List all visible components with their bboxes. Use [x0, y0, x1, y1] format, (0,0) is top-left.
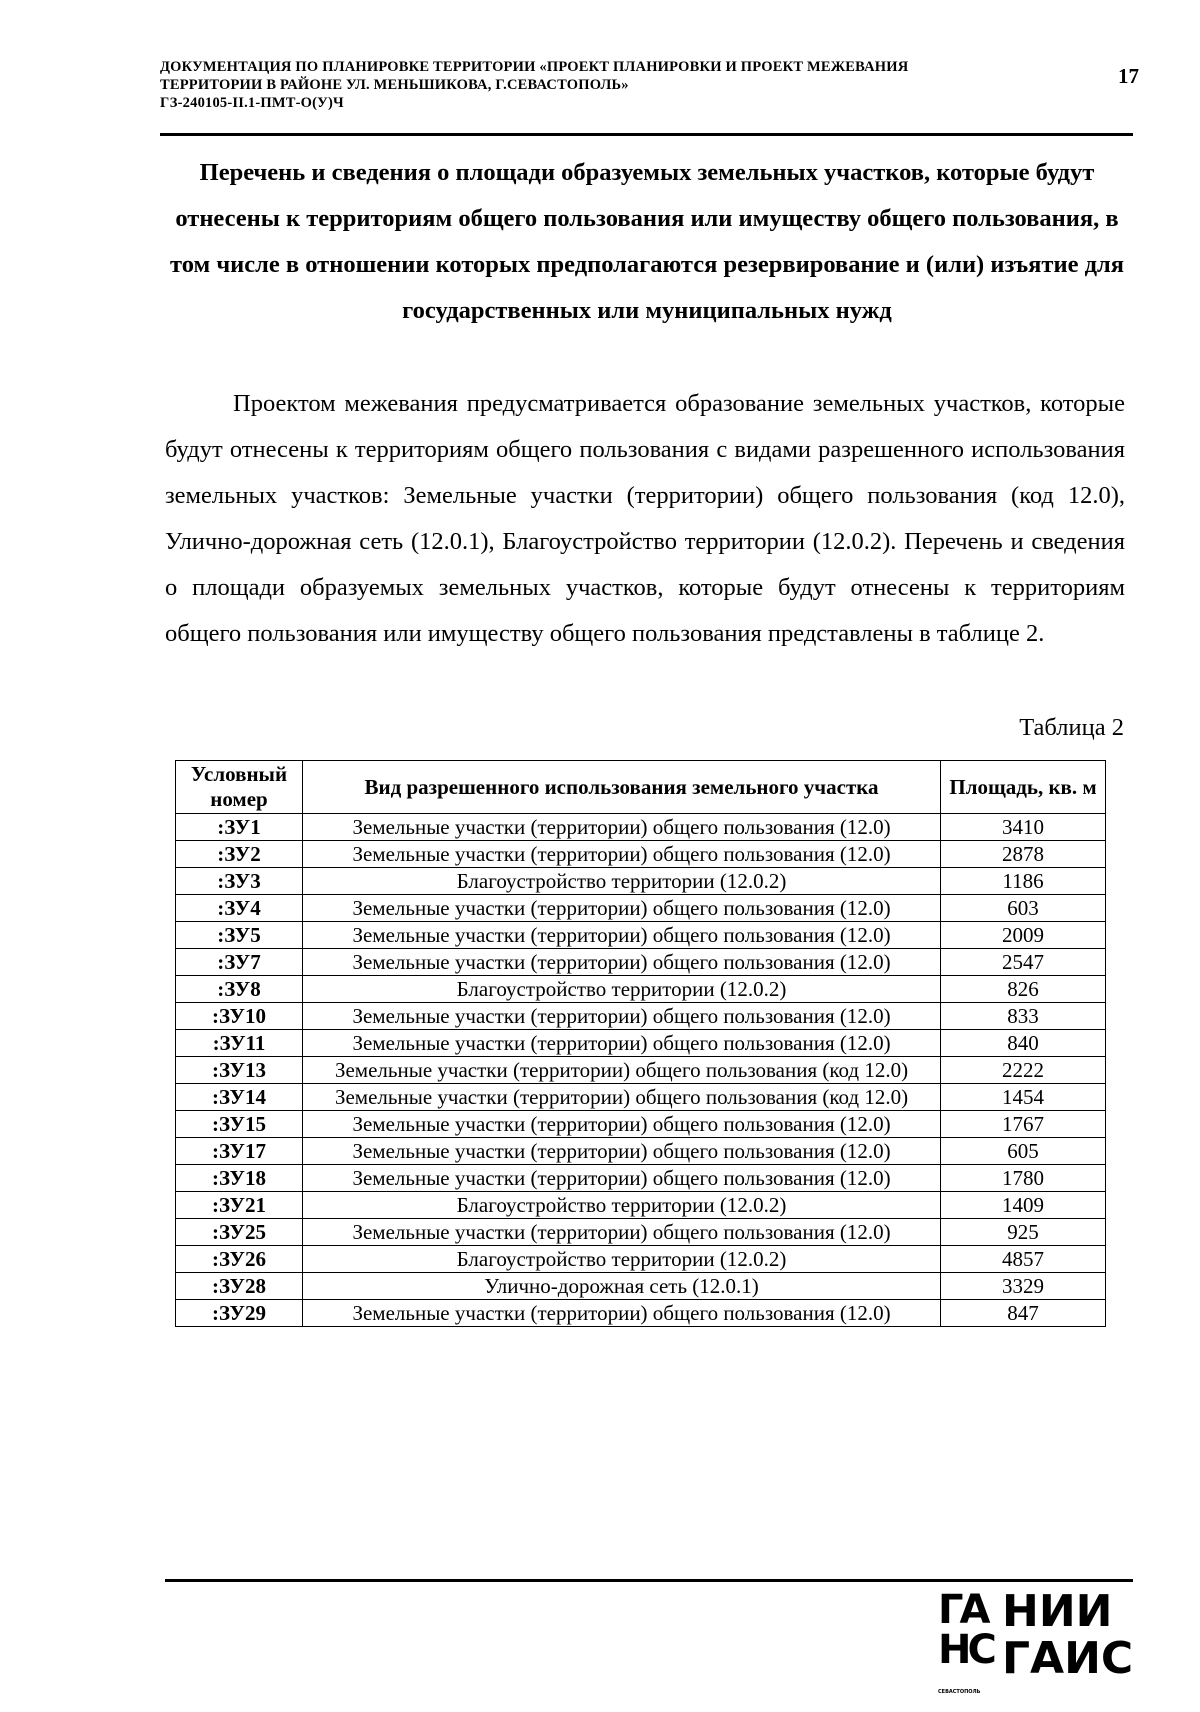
- permitted-use-cell: Земельные участки (территории) общего пользования (12.0): [302, 1165, 940, 1192]
- permitted-use-cell: Земельные участки (территории) общего пользования (12.0): [302, 895, 940, 922]
- plot-number-cell: :ЗУ10: [176, 1003, 303, 1030]
- plot-number-cell: :ЗУ1: [176, 814, 303, 841]
- table-row: [176, 1165, 1106, 1192]
- plot-number-cell: :ЗУ25: [176, 1219, 303, 1246]
- area-cell: 1454: [941, 1084, 1106, 1111]
- area-cell: 925: [941, 1219, 1106, 1246]
- header-code: ГЗ-240105-II.1-ПМТ-О(У)Ч: [160, 95, 344, 111]
- body-paragraph: Проектом межевания предусматривается образование земельных участков, которые будут отнесены к территориям общего пользования с видами разрешенного использования земельных участков: Земельные участки (территории) общего пользования (код 12.0), Улично-дорожная сеть (12.0.1), Благоустройство территории (12.0.2). Перечень и сведения о площади образуемых земельных участков, которые будут отнесены к территориям общего пользования или имуществу общего пользования представлены в таблице 2.: [165, 390, 1125, 647]
- header-area: Площадь, кв. м: [941, 761, 1106, 814]
- area-cell: 2222: [941, 1057, 1106, 1084]
- table-body: [176, 814, 1106, 1327]
- table-row: [176, 922, 1106, 949]
- permitted-use-cell: Благоустройство территории (12.0.2): [302, 1192, 940, 1219]
- area-cell: 840: [941, 1030, 1106, 1057]
- area-cell: 833: [941, 1003, 1106, 1030]
- plot-number-cell: :ЗУ5: [176, 922, 303, 949]
- table-row: [176, 1300, 1106, 1327]
- area-cell: 3410: [941, 814, 1106, 841]
- plot-number-cell: :ЗУ21: [176, 1192, 303, 1219]
- footer-divider: [165, 1579, 1133, 1582]
- table-row: [176, 814, 1106, 841]
- nii-gais-logo: [938, 1586, 1134, 1695]
- permitted-use-cell: Земельные участки (территории) общего пользования (12.0): [302, 1003, 940, 1030]
- table-row: [176, 1273, 1106, 1300]
- table-row: [176, 1246, 1106, 1273]
- plot-number-cell: :ЗУ15: [176, 1111, 303, 1138]
- table-row: [176, 1192, 1106, 1219]
- header-line-1: ДОКУМЕНТАЦИЯ ПО ПЛАНИРОВКЕ ТЕРРИТОРИИ «ПРОЕКТ ПЛАНИРОВКИ И ПРОЕКТ МЕЖЕВАНИЯ: [160, 59, 909, 75]
- table-row: [176, 868, 1106, 895]
- area-cell: 4857: [941, 1246, 1106, 1273]
- plot-number-cell: :ЗУ11: [176, 1030, 303, 1057]
- table-row: [176, 1138, 1106, 1165]
- plot-number-cell: :ЗУ2: [176, 841, 303, 868]
- area-cell: 1409: [941, 1192, 1106, 1219]
- land-plots-table: [175, 760, 1106, 1327]
- table-row: [176, 1003, 1106, 1030]
- area-cell: 603: [941, 895, 1106, 922]
- table-header-row: [176, 761, 1106, 814]
- permitted-use-cell: Земельные участки (территории) общего пользования (12.0): [302, 922, 940, 949]
- section-title: Перечень и сведения о площади образуемых земельных участков, которые будут отнесены к территориям общего пользования или имуществу общего пользования, в том числе в отношении которых предполагаются резервирование и (или) изъятие для государственных или муниципальных нужд: [170, 159, 1124, 324]
- plot-number-cell: :ЗУ17: [176, 1138, 303, 1165]
- plot-number-cell: :ЗУ26: [176, 1246, 303, 1273]
- area-cell: 605: [941, 1138, 1106, 1165]
- permitted-use-cell: Земельные участки (территории) общего пользования (код 12.0): [302, 1057, 940, 1084]
- permitted-use-cell: Земельные участки (территории) общего пользования (код 12.0): [302, 1084, 940, 1111]
- area-cell: 826: [941, 976, 1106, 1003]
- permitted-use-cell: Земельные участки (территории) общего пользования (12.0): [302, 1138, 940, 1165]
- table-row: [176, 841, 1106, 868]
- plot-number-cell: :ЗУ29: [176, 1300, 303, 1327]
- header-plot-number: Условный номер: [176, 761, 303, 814]
- area-cell: 1780: [941, 1165, 1106, 1192]
- table-row: [176, 1111, 1106, 1138]
- document-header: [160, 58, 1060, 112]
- area-cell: 2547: [941, 949, 1106, 976]
- permitted-use-cell: Земельные участки (территории) общего пользования (12.0): [302, 949, 940, 976]
- permitted-use-cell: Благоустройство территории (12.0.2): [302, 976, 940, 1003]
- plot-number-cell: :ЗУ3: [176, 868, 303, 895]
- logo-text: НИИ ГАИС: [1002, 1586, 1134, 1684]
- header-permitted-use: Вид разрешенного использования земельного участка: [302, 761, 940, 814]
- plot-number-cell: :ЗУ7: [176, 949, 303, 976]
- area-cell: 1767: [941, 1111, 1106, 1138]
- area-cell: 2009: [941, 922, 1106, 949]
- area-cell: 1186: [941, 868, 1106, 895]
- area-cell: 847: [941, 1300, 1106, 1327]
- permitted-use-cell: Улично-дорожная сеть (12.0.1): [302, 1273, 940, 1300]
- logo-mark: ГА НС СЕВАСТОПОЛЬ: [938, 1587, 993, 1695]
- permitted-use-cell: Земельные участки (территории) общего пользования (12.0): [302, 1111, 940, 1138]
- permitted-use-cell: Благоустройство территории (12.0.2): [302, 868, 940, 895]
- plot-number-cell: :ЗУ14: [176, 1084, 303, 1111]
- permitted-use-cell: Земельные участки (территории) общего пользования (12.0): [302, 814, 940, 841]
- table-row: [176, 1057, 1106, 1084]
- permitted-use-cell: Земельные участки (территории) общего пользования (12.0): [302, 1030, 940, 1057]
- permitted-use-cell: Земельные участки (территории) общего пользования (12.0): [302, 1219, 940, 1246]
- header-divider: [160, 133, 1133, 136]
- area-cell: 3329: [941, 1273, 1106, 1300]
- page-number: 17: [1118, 64, 1139, 88]
- area-cell: 2878: [941, 841, 1106, 868]
- table-row: [176, 1084, 1106, 1111]
- plot-number-cell: :ЗУ4: [176, 895, 303, 922]
- table-row: [176, 976, 1106, 1003]
- plot-number-cell: :ЗУ8: [176, 976, 303, 1003]
- plot-number-cell: :ЗУ18: [176, 1165, 303, 1192]
- permitted-use-cell: Благоустройство территории (12.0.2): [302, 1246, 940, 1273]
- table-row: [176, 1030, 1106, 1057]
- table-row: [176, 949, 1106, 976]
- table-caption: Таблица 2: [1019, 714, 1124, 741]
- plot-number-cell: :ЗУ13: [176, 1057, 303, 1084]
- permitted-use-cell: Земельные участки (территории) общего пользования (12.0): [302, 1300, 940, 1327]
- table-row: [176, 1219, 1106, 1246]
- permitted-use-cell: Земельные участки (территории) общего пользования (12.0): [302, 841, 940, 868]
- table-row: [176, 895, 1106, 922]
- plot-number-cell: :ЗУ28: [176, 1273, 303, 1300]
- header-line-2: ТЕРРИТОРИИ В РАЙОНЕ УЛ. МЕНЬШИКОВА, Г.СЕВАСТОПОЛЬ»: [160, 77, 629, 93]
